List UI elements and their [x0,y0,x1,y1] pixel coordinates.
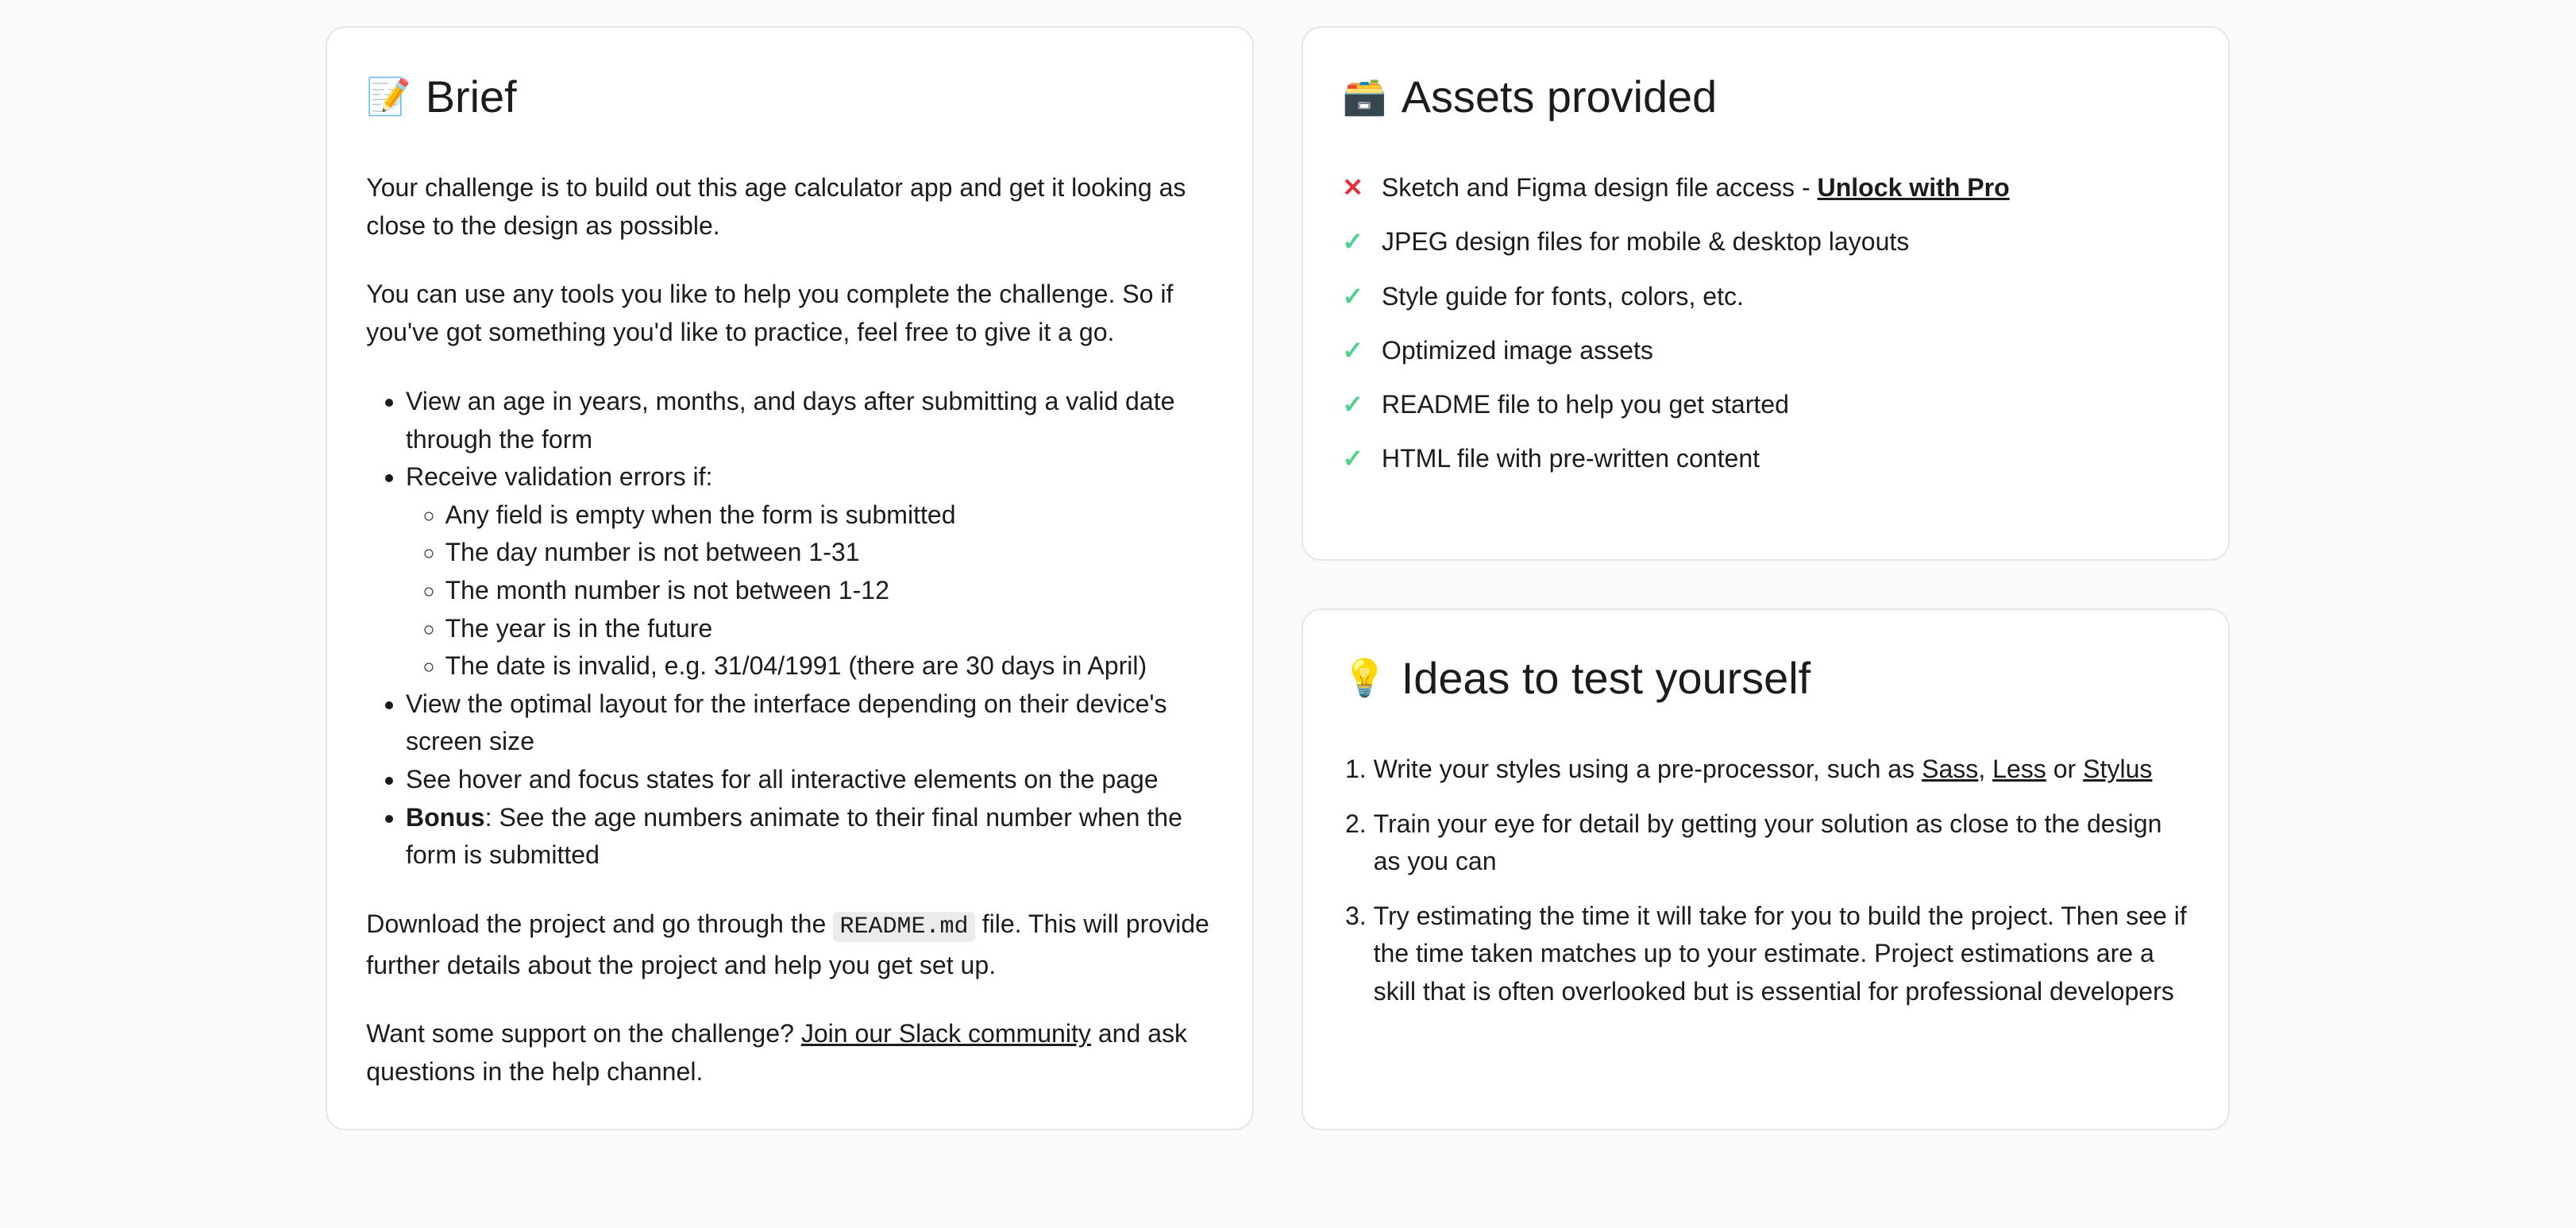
bonus-label: Bonus [405,802,485,832]
ideas-card [1301,608,2230,1131]
list-item: ◦ Any field is empty when the form is submitted [445,496,1213,535]
validation-list [406,496,1213,685]
slack-community-link[interactable]: Join our Slack community [800,1019,1091,1048]
download-text: Download the project and go through the [366,909,834,938]
list-item: • View the optimal layout for the interface depending on their device's screen size [406,685,1213,761]
brief-title: Brief [425,71,517,122]
list-item-label: Style guide for fonts, colors, etc. [1381,281,1744,311]
support-text: Want some support on the challenge? [366,1019,801,1048]
check-icon: ✓ [1342,444,1364,473]
separator: , [1978,755,1993,784]
check-icon: ✓ [1342,227,1364,257]
check-icon: ✓ [1342,335,1364,365]
list-item: 3. Try estimating the time it will take for you to build the project. Then see if the time taken matches up to your estimate. Project estimations are a skill that is often overlooked but is essential for professional developers [1374,898,2188,1011]
check-icon: ✓ [1342,281,1364,311]
brief-intro: Your challenge is to build out this age calculator app and get it looking as close to the design as possible. [366,173,1186,240]
list-item: • See hover and focus states for all interactive elements on the page [406,761,1213,799]
support-text-end: and ask questions in the help channel. [366,1019,1188,1087]
list-item: 2. Train your eye for detail by getting your solution as close to the design as you can [1374,805,2188,881]
less-link[interactable]: Less [1992,755,2046,784]
ideas-title: Ideas to test yourself [1401,653,1811,704]
list-item-label: HTML file with pre-written content [1381,444,1760,473]
list-item [406,458,1213,685]
support-paragraph [366,1015,1213,1091]
brief-heading [366,68,1213,126]
brief-tools: You can use any tools you like to help you complete the challenge. So if you've got something you'd like to practice, feel free to give it a go. [366,280,1174,347]
bonus-text: : See the age numbers animate to their final number when the form is submitted [405,802,1182,870]
unlock-with-pro-link[interactable]: Unlock with Pro [1817,173,2010,202]
list-item: ◦ The date is invalid, e.g. 31/04/1991 (there are 30 days in April) [445,647,1213,685]
list-item: ◦ The month number is not between 1-12 [445,572,1213,610]
assets-list [1342,169,2188,478]
list-item-label: Receive validation errors if: [405,462,713,492]
assets-card [1301,26,2230,560]
stylus-link[interactable]: Stylus [2083,755,2153,784]
list-item [1342,278,2188,316]
brief-card [326,26,1254,1130]
ideas-list [1342,751,2188,1010]
memo-icon: 📝 [366,75,411,117]
assets-title: Assets provided [1401,71,1718,122]
list-item-label: Sketch and Figma design file access - [1381,173,1818,202]
list-item [1342,223,2188,261]
list-item [1342,440,2188,478]
cross-icon: ✕ [1342,173,1364,202]
separator: or [2046,755,2084,784]
ideas-heading [1342,649,2188,708]
sass-link[interactable]: Sass [1922,755,1979,784]
check-icon: ✓ [1342,390,1364,419]
brief-list [366,383,1213,875]
list-item [406,799,1213,875]
assets-heading [1342,68,2188,126]
light-bulb-icon: 💡 [1342,658,1387,699]
list-item-label: JPEG design files for mobile & desktop layouts [1381,227,1910,257]
download-paragraph [366,906,1213,984]
list-item-label: README file to help you get started [1381,390,1789,419]
list-item [1342,169,2188,207]
download-text-end: file. This will provide further details about the project and help you get set up. [366,909,1209,979]
list-item-label: Write your styles using a pre-processor, such as [1373,755,1922,784]
list-item [1342,332,2188,370]
list-item-label: Optimized image assets [1381,335,1653,365]
list-item: ◦ The year is in the future [445,610,1213,648]
list-item [1374,751,2188,789]
list-item: • View an age in years, months, and days after submitting a valid date through the form [406,383,1213,458]
list-item [1342,386,2188,424]
list-item: ◦ The day number is not between 1-31 [445,534,1213,572]
readme-code: README.md [833,912,975,942]
card-file-box-icon: 🗃️ [1342,75,1387,117]
